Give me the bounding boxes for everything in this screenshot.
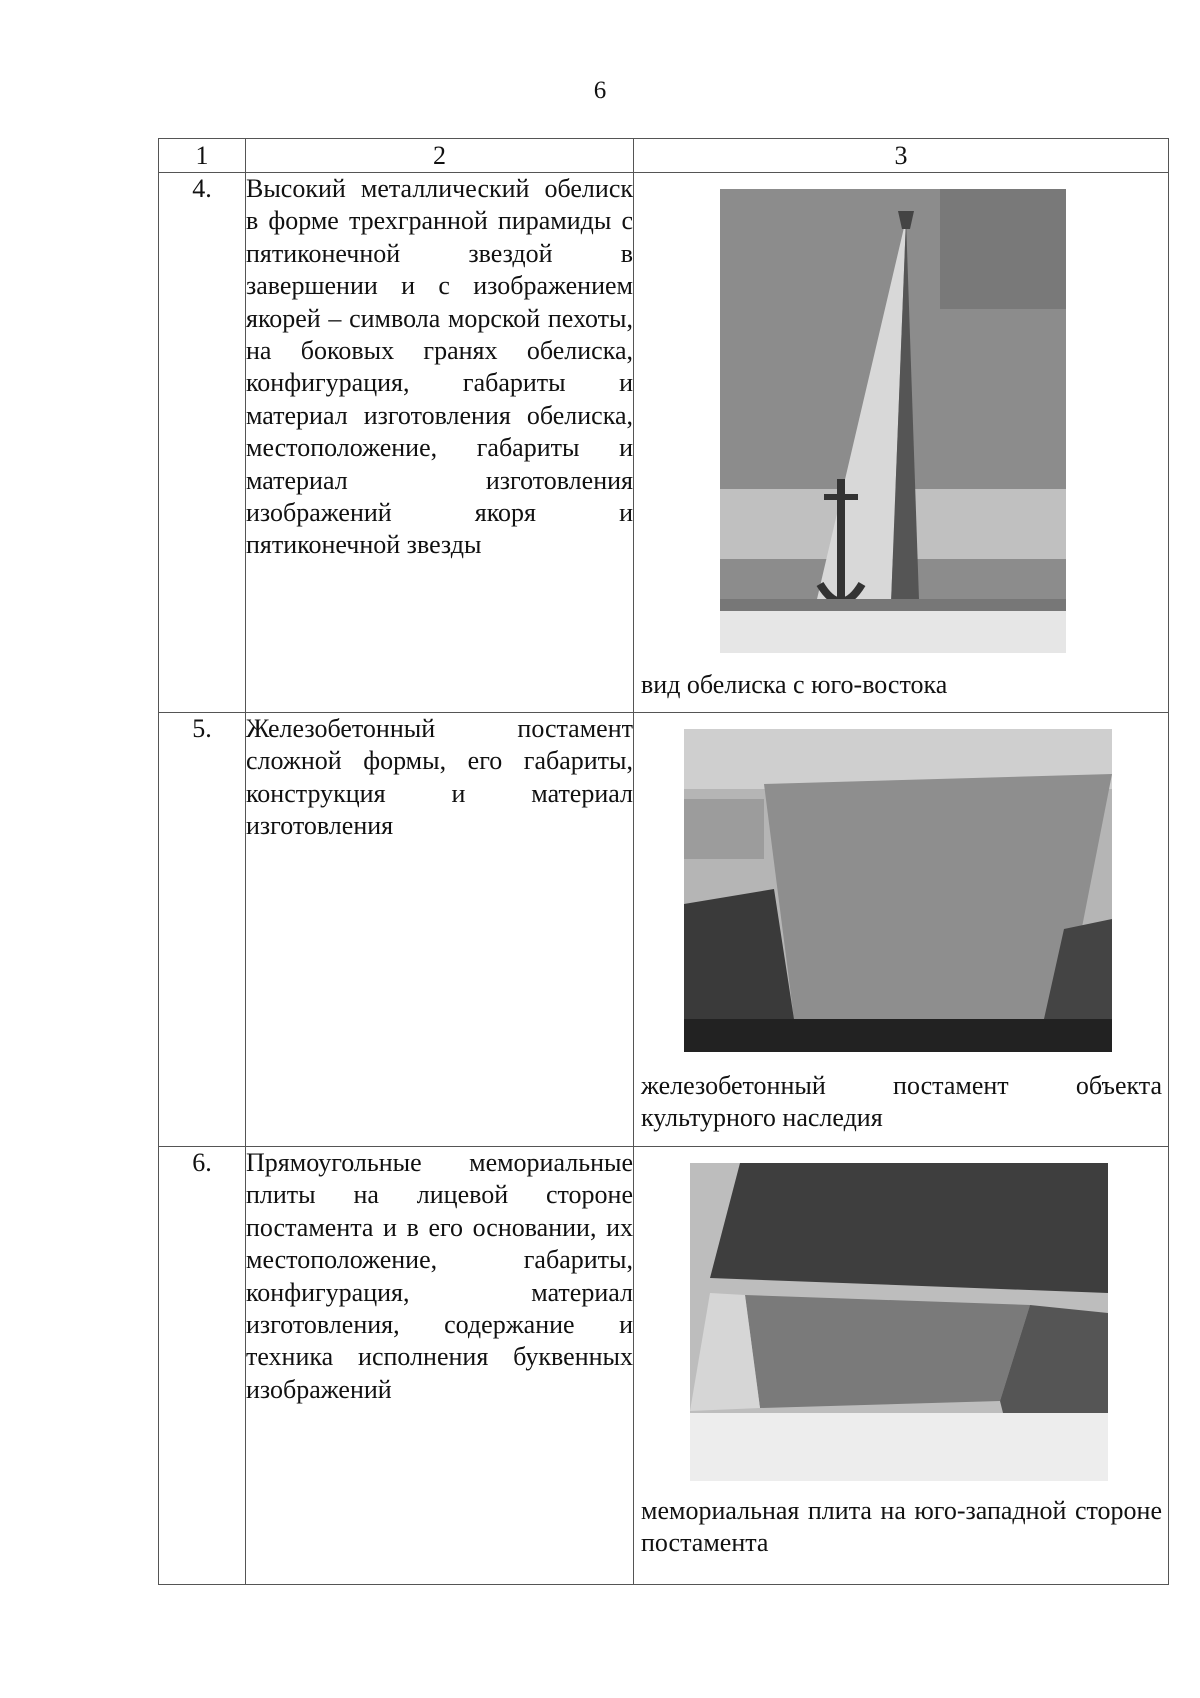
table-row [159,1147,1169,1585]
photo-caption: железобетонный постамент объекта культурного наследия [641,1071,1162,1132]
photo-cell [634,713,1169,1147]
row-number: 4. [159,173,246,713]
obelisk-photo [720,189,1066,653]
memorial-plate-photo [690,1163,1108,1481]
photo-cell [634,173,1169,713]
page-number: 6 [593,77,607,104]
column-header: 1 [159,139,246,173]
table-header-row [159,139,1169,173]
objects-table [158,138,1169,1585]
column-header: 2 [246,139,634,173]
row-number: 6. [159,1147,246,1585]
table-row [159,713,1169,1147]
photo-caption: вид обелиска с юго-востока [641,670,948,699]
row-description [246,173,634,713]
row-description [246,713,634,1147]
photo-cell [634,1147,1169,1585]
description-text: Железобетонный постамент сложной формы, его габариты, конструкция и материал изготовления [246,714,633,841]
row-number: 5. [159,713,246,1147]
description-text: Высокий металлический обелиск в форме трехгранной пирамиды с пятиконечной звездой в завершении и с изображением якорей – символа морской пехоты, на боковых гранях обелиска, конфигурация, габариты и материал изготовления обелиска, местоположение, габариты и материал изготовления изображений якоря и пятиконечной звезды [246,174,633,560]
description-text: Прямоугольные мемориальные плиты на лицевой стороне постамента и в его основании, их местоположение, габариты, конфигурация, материал изготовления, содержание и техника исполнения буквенных изображений [246,1148,633,1404]
row-description [246,1147,634,1585]
pedestal-photo [684,729,1112,1052]
table-row [159,173,1169,713]
photo-caption: мемориальная плита на юго-западной стороне постамента [641,1496,1162,1557]
column-header: 3 [634,139,1169,173]
